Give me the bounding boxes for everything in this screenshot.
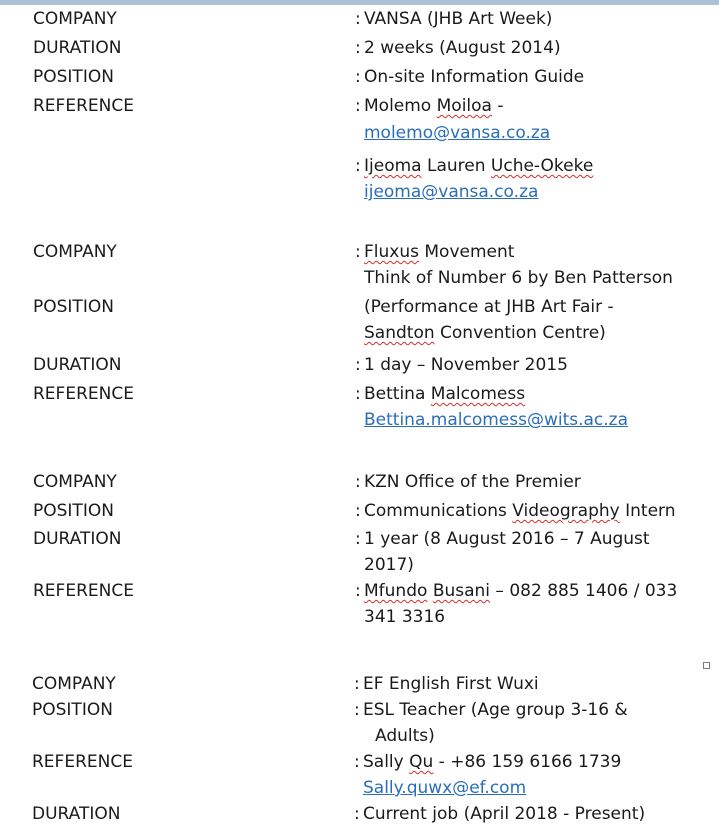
ref-4-last: Qu xyxy=(409,752,434,772)
email-link-molemo[interactable]: molemo@vansa.co.za xyxy=(364,123,551,143)
ref-3-first: Mfundo xyxy=(364,581,428,601)
position-3-videography: Videography xyxy=(512,501,620,521)
value-reference-4 xyxy=(363,751,621,773)
label-duration-4: DURATION xyxy=(32,804,121,824)
value-duration-3-line2: 2017) xyxy=(364,555,414,575)
position-3-pre: Communications xyxy=(364,501,513,521)
company-2-rest: Movement xyxy=(418,242,515,262)
company-2-fluxus: Fluxus xyxy=(364,242,419,262)
value-company-4: EF English First Wuxi xyxy=(363,674,539,694)
ref-2-first: Bettina xyxy=(364,384,431,404)
ref2-mid: Lauren xyxy=(421,156,491,176)
value-position-3 xyxy=(364,500,676,522)
label-company-1: COMPANY xyxy=(33,9,117,29)
ref-3-phone: – 082 885 1406 / 033 xyxy=(490,581,678,601)
label-position-3: POSITION xyxy=(33,501,114,521)
value-duration-1: 2 weeks (August 2014) xyxy=(364,38,561,58)
value-duration-2: 1 day – November 2015 xyxy=(364,355,568,375)
email-link-bettina[interactable]: Bettina.malcomess@wits.ac.za xyxy=(364,410,629,430)
value-position-4-line2: Adults) xyxy=(375,726,435,746)
value-reference-2 xyxy=(364,383,525,405)
label-company-2: COMPANY xyxy=(33,242,117,262)
value-duration-4: Current job (April 2018 - Present) xyxy=(363,804,646,824)
value-reference-1 xyxy=(364,95,504,117)
label-reference-2: REFERENCE xyxy=(33,384,134,404)
label-position-1: POSITION xyxy=(33,67,114,87)
sep-8: : xyxy=(355,384,361,404)
position-2-rest: Convention Centre) xyxy=(434,323,606,343)
sep-5: : xyxy=(355,156,361,176)
value-company-2 xyxy=(364,241,514,263)
value-duration-3-line1: 1 year (8 August 2016 – 7 August xyxy=(364,529,650,549)
sep-11: : xyxy=(355,529,361,549)
ref1-last: Moiloa xyxy=(436,96,492,116)
position-3-rest: Intern xyxy=(619,501,676,521)
label-reference-3: REFERENCE xyxy=(33,581,134,601)
ref1-first: Molemo xyxy=(364,96,432,116)
ref-2-last: Malcomess xyxy=(430,384,526,404)
sep-6: : xyxy=(355,242,361,262)
ref1-dash: - xyxy=(491,96,504,116)
value-reference-1b xyxy=(364,155,593,177)
sep-3: : xyxy=(355,67,361,87)
sep-12: : xyxy=(355,581,361,601)
label-company-3: COMPANY xyxy=(33,472,117,492)
ref-4-phone: - +86 159 6166 1739 xyxy=(433,752,622,772)
sep-13: : xyxy=(354,674,360,694)
value-position-2-line1: Think of Number 6 by Ben Patterson xyxy=(364,268,673,288)
label-duration-3: DURATION xyxy=(33,529,122,549)
value-reference-3 xyxy=(364,580,677,602)
value-company-1: VANSA (JHB Art Week) xyxy=(364,9,553,29)
sep-9: : xyxy=(355,472,361,492)
value-reference-3-line2: 341 3316 xyxy=(364,607,446,627)
ref2-first: Ijeoma xyxy=(364,156,422,176)
value-company-3: KZN Office of the Premier xyxy=(364,472,581,492)
sep-7: : xyxy=(355,355,361,375)
sep-4: : xyxy=(355,96,361,116)
sep-10: : xyxy=(355,501,361,521)
value-position-4-line1: ESL Teacher (Age group 3-16 & xyxy=(363,700,628,720)
label-position-2: POSITION xyxy=(33,297,114,317)
label-company-4: COMPANY xyxy=(32,674,116,694)
page-top-edge xyxy=(0,0,719,5)
email-link-sally[interactable]: Sally.quwx@ef.com xyxy=(363,778,527,798)
ref2-last: Uche-Okeke xyxy=(490,156,594,176)
email-link-ijeoma[interactable]: ijeoma@vansa.co.za xyxy=(364,182,539,202)
sep-16: : xyxy=(354,804,360,824)
sep-1: : xyxy=(355,9,361,29)
position-2-sandton: Sandton xyxy=(364,323,435,343)
value-position-2-line3 xyxy=(364,322,606,344)
value-position-2-line2: (Performance at JHB Art Fair - xyxy=(364,297,614,317)
sep-2: : xyxy=(355,38,361,58)
label-reference-4: REFERENCE xyxy=(32,752,133,772)
ref-4-first: Sally xyxy=(363,752,410,772)
ref-3-last: Busani xyxy=(432,581,491,601)
sep-14: : xyxy=(354,700,360,720)
value-position-1: On-site Information Guide xyxy=(364,67,585,87)
label-position-4: POSITION xyxy=(32,700,113,720)
label-duration-1: DURATION xyxy=(33,38,122,58)
label-reference-1: REFERENCE xyxy=(33,96,134,116)
paragraph-marker-icon xyxy=(703,662,710,669)
label-duration-2: DURATION xyxy=(33,355,122,375)
sep-15: : xyxy=(354,752,360,772)
